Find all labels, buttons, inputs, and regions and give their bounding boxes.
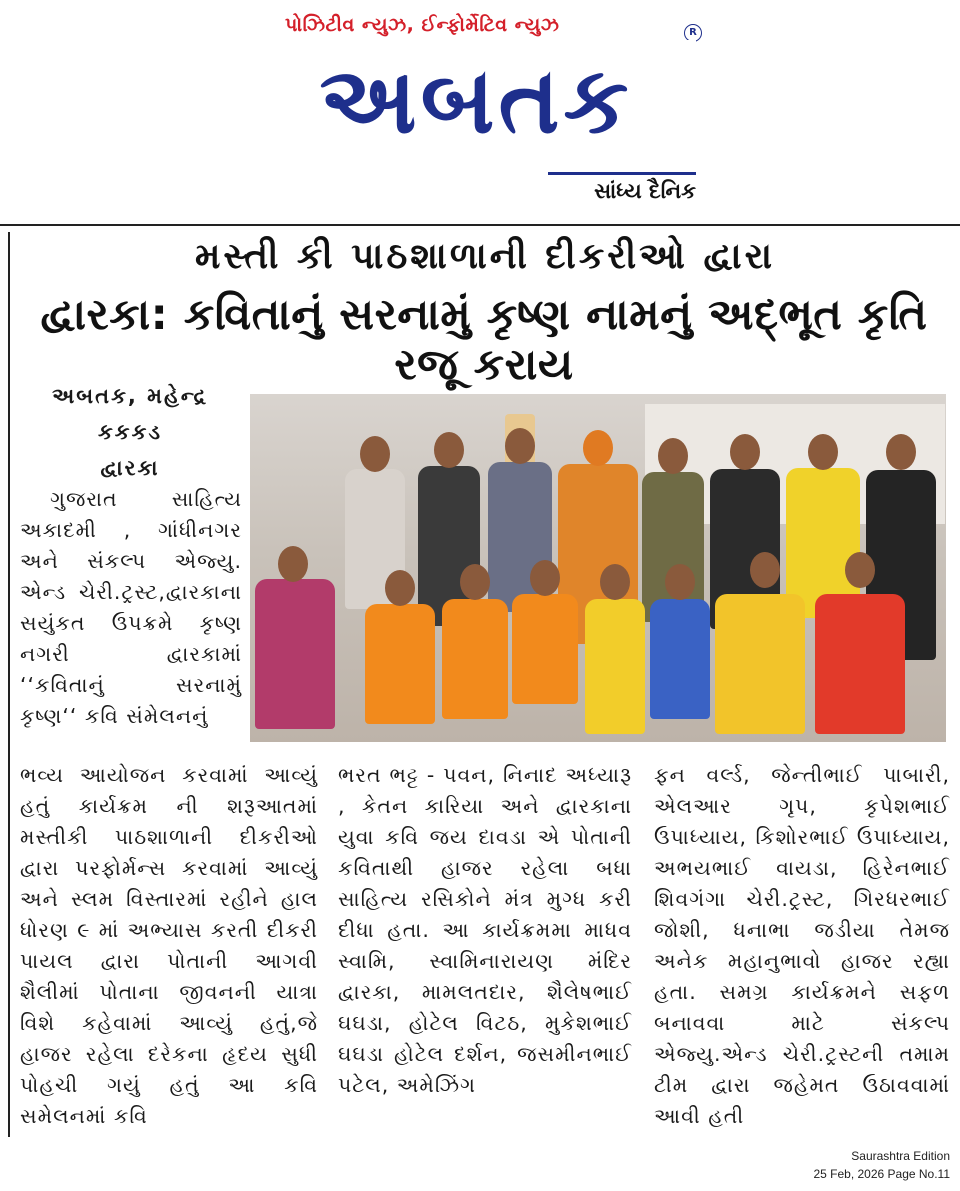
paragraph: ભરત ભટ્ટ - પવન, નિનાદ અધ્યારૂ , કેતન કારિયા અને દ્વારકાના યુવા કવિ જય દાવડા એ પોતાની કવિતાથી હાજર રહેલા બધા સાહિત્ય રસિકોને મંત્ર મુગ્ધ કરી દીધા હતા. આ કાર્યક્રમમા માધવ સ્વામિ, સ્વામિનારાયણ મંદિર દ્વારકા, મામલતદાર, શૈલેષભાઈ ઘઘડા, હોટેલ વિટઠ, મુકેશભાઈ ઘઘડા હોટેલ દર્શન, જસમીનભાઈ પટેલ, અમેઝિંગ (338, 763, 632, 1097)
article-column-1-bottom (20, 760, 318, 1132)
photo-head (808, 434, 838, 470)
photo-head (505, 428, 535, 464)
photo-head (460, 564, 490, 600)
photo-person (715, 594, 805, 734)
photo-head (665, 564, 695, 600)
byline-line: અબતક, મહેન્દ્ર (52, 384, 208, 408)
byline-line: દ્વારકા (100, 456, 160, 480)
article-byline (20, 378, 240, 486)
edition-label: Saurashtra Edition (851, 1149, 950, 1163)
byline-line: કકકડ (97, 420, 162, 444)
paragraph: ફન વર્લ્ડ, જેન્તીભાઈ પાબારી, એલઆર ગૃપ, કૃપેશભાઈ ઉપાધ્યાય, કિશોરભાઈ ઉપાધ્યાય, અભયભાઈ વાયડા, હિરેનભાઈ શિવગંગા ચેરી.ટ્રસ્ટ, ગિરધરભાઈ જોશી, ધનાભા જડીયા તેમજ અનેક મહાનુભાવો હાજર રહ્યા હતા. સમગ્ર કાર્યક્રમને સફળ બનાવવા માટે સંકલ્પ એજ્યુ.એન્ડ ચેરી.ટ્રસ્ટની તમામ ટીમ દ્વારા જહેમત ઉઠાવવામાં આવી હતી (654, 763, 950, 1128)
photo-head (360, 436, 390, 472)
photo-person (815, 594, 905, 734)
photo-person (365, 604, 435, 724)
date-page-label: 25 Feb, 2026 Page No.11 (813, 1167, 950, 1181)
photo-head (385, 570, 415, 606)
photo-person (255, 579, 335, 729)
photo-head (583, 430, 613, 466)
registered-mark-icon: R (684, 24, 702, 42)
photo-person (585, 599, 645, 734)
paragraph: ભવ્ય આયોજન કરવામાં આવ્યું હતું કાર્યક્રમ ની શરૂઆતમાં મસ્તીકી પાઠશાળાની દીકરીઓ દ્વારા પરફોર્મન્સ કરવામાં આવ્યું અને સ્લમ વિસ્તારમાં રહીને હાલ ધોરણ ૯ માં અભ્યાસ કરતી દીકરી પાયલ દ્વારા પોતાની આગવી શૈલીમાં પોતાના જીવનની યાત્રા વિશે કહેવામાં આવ્યું હતું,જે હાજર રહેલા દરેકના હૃદય સુધી પોહચી ગયું હતું આ કવિ સમેલનમાં કવિ (20, 763, 318, 1128)
article-kicker: મસ્તી કી પાઠશાળાની દીકરીઓ દ્વારા (194, 236, 776, 277)
article-headline: દ્વારકા: કવિતાનું સરનામું કૃષ્ણ નામનું અદ્ભૂત કૃતિ રજૂ કરાય (40, 290, 928, 390)
article-column-1-top (20, 484, 242, 732)
photo-head (845, 552, 875, 588)
photo-head (658, 438, 688, 474)
article-photo (250, 394, 946, 742)
photo-person (442, 599, 508, 719)
top-divider (0, 224, 960, 226)
photo-head (730, 434, 760, 470)
masthead-subtitle: સાંધ્ય દૈનિક (548, 172, 696, 204)
photo-head (750, 552, 780, 588)
photo-head (600, 564, 630, 600)
photo-head (434, 432, 464, 468)
logo-text: અબતક (319, 47, 633, 154)
photo-person (650, 599, 710, 719)
photo-head (278, 546, 308, 582)
masthead-tagline: પોઝિટીવ ન્યુઝ, ઈન્ફોર્મેટિવ ન્યુઝ (285, 14, 560, 36)
photo-person (512, 594, 578, 704)
article-column-2 (338, 760, 632, 1101)
photo-head (530, 560, 560, 596)
photo-head (886, 434, 916, 470)
masthead (0, 0, 960, 215)
article-column-3 (654, 760, 950, 1132)
paragraph: ગુજરાત સાહિત્ય અકાદમી , ગાંધીનગર અને સંકલ્પ એજ્યુ. એન્ડ ચેરી.ટ્રસ્ટ,દ્વારકાના સયુંકત ઉપક્રમે કૃષ્ણ નગરી દ્વારકામાં ‘‘કવિતાનું સરનામું કૃષ્ણ‘‘ કવિ સંમેલનનું (20, 487, 242, 728)
newspaper-logo (256, 40, 696, 162)
